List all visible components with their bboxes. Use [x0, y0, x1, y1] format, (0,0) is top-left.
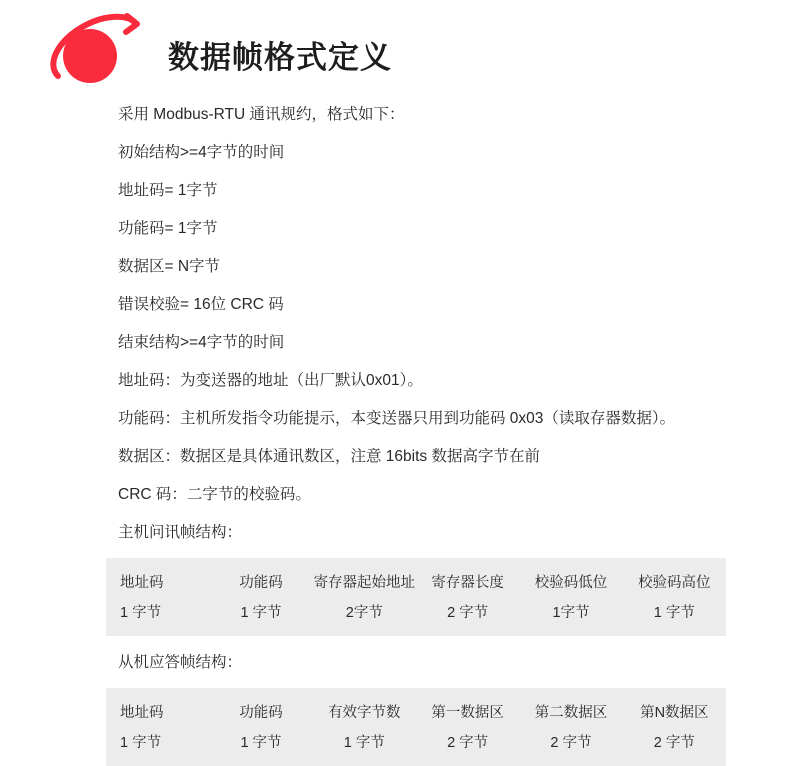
table-header-cell: 功能码: [209, 688, 312, 726]
table-header-cell: 第二数据区: [519, 688, 622, 726]
table-cell: 1 字节: [313, 726, 416, 766]
table-cell: 1 字节: [209, 596, 312, 636]
slave-response-frame-table: [106, 688, 726, 766]
paragraph-data-area: 数据区= N字节: [118, 258, 221, 275]
master-query-frame-table: [106, 558, 726, 636]
table-header-cell: 功能码: [209, 558, 312, 596]
paragraph-error-check: 错误校验= 16位 CRC 码: [118, 296, 284, 313]
table-row: [106, 596, 726, 636]
table-cell: 2字节: [313, 596, 416, 636]
table-header-cell: 有效字节数: [313, 688, 416, 726]
table-cell: 1 字节: [106, 596, 209, 636]
table-header-cell: 第一数据区: [416, 688, 519, 726]
paragraph-address-code: 地址码= 1字节: [118, 182, 218, 199]
paragraph-function-desc: 功能码：主机所发指令功能提示，本变送器只用到功能码 0x03（读取存器数据）。: [118, 410, 676, 427]
page-title: 数据帧格式定义: [168, 40, 392, 75]
table-header-cell: 地址码: [106, 688, 209, 726]
table-header-cell: 寄存器长度: [416, 558, 519, 596]
paragraph-intro: 采用 Modbus-RTU 通讯规约，格式如下：: [118, 106, 405, 123]
table-header-cell: 校验码低位: [519, 558, 622, 596]
table-cell: 1字节: [519, 596, 622, 636]
table-cell: 2 字节: [416, 726, 519, 766]
paragraph-end-structure: 结束结构>=4字节的时间: [118, 334, 285, 351]
table-caption-slave-response: 从机应答帧结构：: [118, 654, 243, 671]
table-header-cell: 校验码高位: [623, 558, 726, 596]
paragraph-function-code: 功能码= 1字节: [118, 220, 218, 237]
table-cell: 1 字节: [209, 726, 312, 766]
planet-icon: [44, 10, 140, 94]
table-cell: 2 字节: [416, 596, 519, 636]
table-cell: 2 字节: [623, 726, 726, 766]
table-header-cell: 寄存器起始地址: [313, 558, 416, 596]
table-cell: 2 字节: [519, 726, 622, 766]
table-row: [106, 558, 726, 596]
document-header: [0, 0, 790, 96]
table-row: [106, 688, 726, 726]
table-cell: 1 字节: [623, 596, 726, 636]
paragraph-crc-desc: CRC 码：二字节的校验码。: [118, 486, 311, 503]
document-body: [0, 96, 790, 766]
paragraph-start-structure: 初始结构>=4字节的时间: [118, 144, 285, 161]
paragraph-data-desc: 数据区：数据区是具体通讯数区，注意 16bits 数据高字节在前: [118, 448, 540, 465]
table-caption-master-query: 主机问讯帧结构：: [118, 524, 243, 541]
table-header-cell: 地址码: [106, 558, 209, 596]
table-header-cell: 第N数据区: [623, 688, 726, 726]
table-row: [106, 726, 726, 766]
table-cell: 1 字节: [106, 726, 209, 766]
spacer: [0, 636, 790, 644]
paragraph-address-desc: 地址码：为变送器的地址（出厂默认0x01）。: [118, 372, 423, 389]
